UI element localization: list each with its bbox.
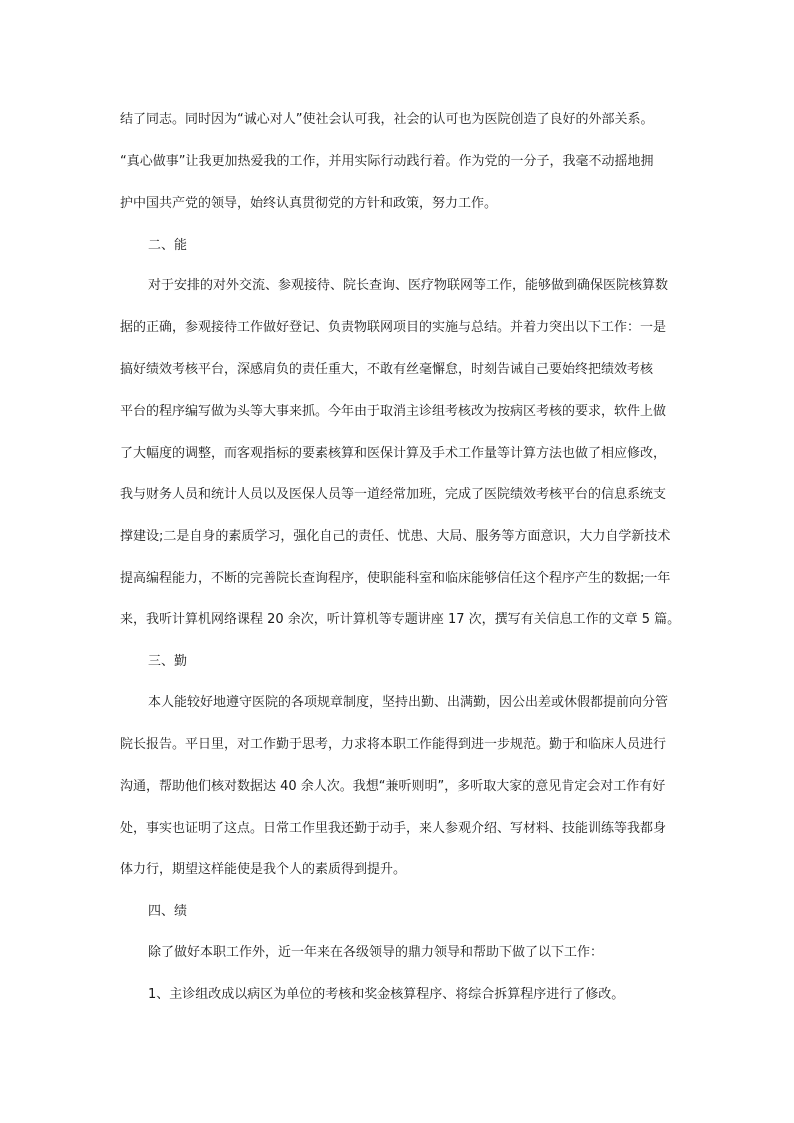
paragraph-line: 处，事实也证明了这点。日常工作里我还勤于动手，来人参观介绍、写材料、技能训练等我都身 — [120, 821, 667, 836]
paragraph-line: 我与财务人员和统计人员以及医保人员等一道经常加班，完成了医院绩效考核平台的信息系统支 — [120, 487, 667, 502]
paragraph-line: 据的正确，参观接待工作做好登记、负责物联网项目的实施与总结。并着力突出以下工作：一是 — [120, 320, 667, 335]
paragraph-line: 结了同志。同时因为“诚心对人”使社会认可我，社会的认可也为医院创造了良好的外部关系。 — [120, 112, 654, 127]
paragraph-line: 体力行，期望这样能使是我个人的素质得到提升。 — [120, 862, 407, 877]
paragraph-line: 搞好绩效考核平台，深感肩负的责任重大，不敢有丝毫懈怠，时刻告诫自己要始终把绩效考核 — [120, 362, 654, 377]
paragraph-line: 了大幅度的调整，而客观指标的要素核算和医保计算及手术工作量等计算方法也做了相应修改， — [120, 446, 667, 461]
paragraph-line: 提高编程能力，不断的完善院长查询程序，使职能科室和临床能够信任这个程序产生的数据;一年 — [120, 571, 671, 586]
list-item: 1、主诊组改成以病区为单位的考核和奖金核算程序、将综合拆算程序进行了修改。 — [148, 987, 625, 1002]
paragraph-line: “真心做事”让我更加热爱我的工作，并用实际行动践行着。作为党的一分子，我毫不动摇地拥 — [120, 154, 654, 169]
paragraph-line: 本人能较好地遵守医院的各项规章制度，坚持出勤、出满勤，因公出差或休假都提前向分管 — [148, 695, 669, 710]
paragraph-line: 除了做好本职工作外，近一年来在各级领导的鼎力领导和帮助下做了以下工作： — [148, 945, 604, 960]
paragraph-line: 平台的程序编写做为头等大事来抓。今年由于取消主诊组考核改为按病区考核的要求，软件上做 — [120, 404, 667, 419]
paragraph-line: 撑建设;二是自身的素质学习，强化自己的责任、忧患、大局、服务等方面意识，大力自学新技术 — [120, 529, 671, 544]
paragraph-line: 沟通，帮助他们核对数据达 40 余人次。我想“兼听则明”，多听取大家的意见肯定会对工作有好 — [120, 779, 666, 794]
section-heading: 四、绩 — [148, 904, 188, 919]
section-heading: 二、能 — [148, 238, 188, 253]
paragraph-line: 护中国共产党的领导，始终认真贯彻党的方针和政策，努力工作。 — [120, 196, 498, 211]
paragraph-line: 来，我听计算机网络课程 20 余次，听计算机等专题讲座 17 次，撰写有关信息工作的文章 5 篇。 — [120, 612, 681, 627]
section-heading: 三、勤 — [148, 654, 188, 669]
paragraph-line: 院长报告。平日里，对工作勤于思考，力求将本职工作能得到进一步规范。勤于和临床人员进行 — [120, 737, 667, 752]
paragraph-line: 对于安排的对外交流、参观接待、院长查询、医疗物联网等工作，能够做到确保医院核算数 — [148, 278, 669, 293]
